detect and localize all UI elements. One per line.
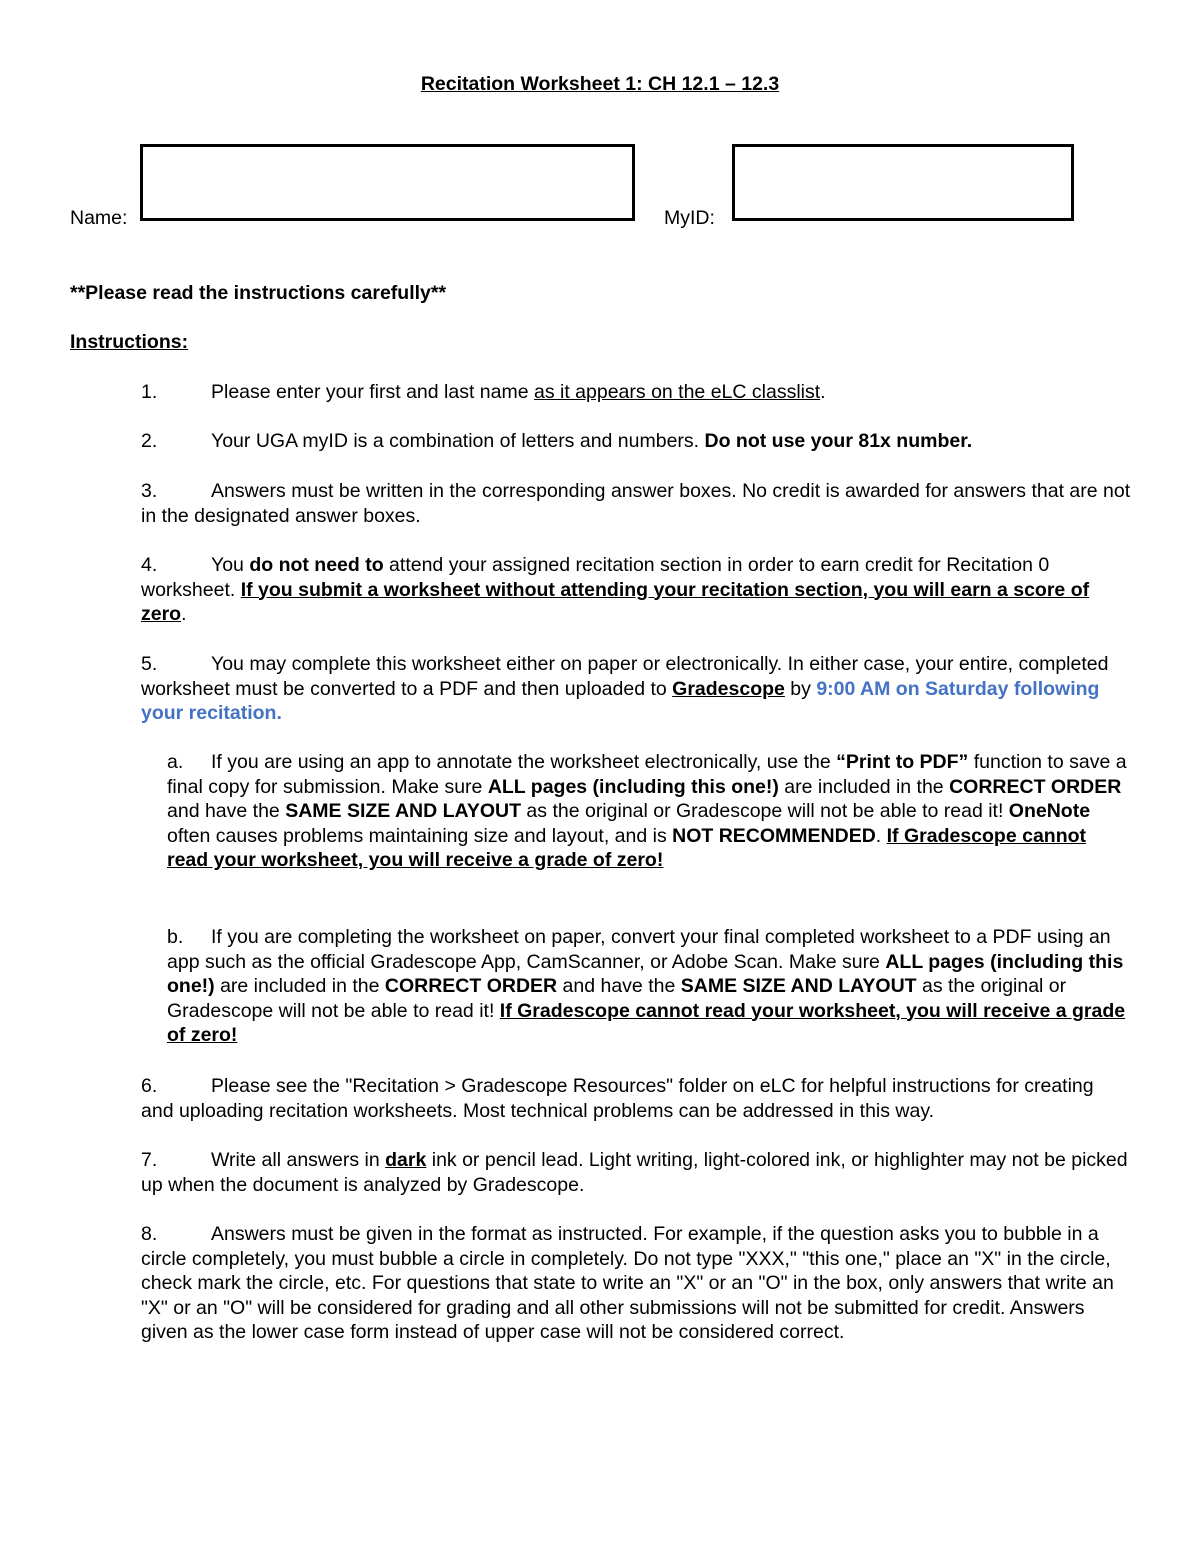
worksheet-title: Recitation Worksheet 1: CH 12.1 – 12.3 [420, 73, 780, 95]
instruction-item-5: 5. You may complete this worksheet either on paper or electronically. In either case, your entire, completed worksheet must be converted to a PDF and then uploaded to Gradescope by 9:00 AM on Saturday following your recitation. [141, 653, 1109, 724]
item-number: 3. [141, 480, 158, 502]
item-number: 4. [141, 554, 158, 576]
instruction-item-6: 6. Please see the "Recitation > Gradescope Resources" folder on eLC for helpful instructions for creating and uploading recitation worksheets. Most technical problems can be addressed in this way. [141, 1075, 1094, 1122]
item-number: 5. [141, 653, 158, 675]
item-number: 8. [141, 1223, 158, 1245]
instruction-item-3: 3. Answers must be written in the corresponding answer boxes. No credit is awarded for answers that are not in the designated answer boxes. [141, 480, 1131, 527]
instruction-item-7: 7. Write all answers in dark ink or pencil lead. Light writing, light-colored ink, or highlighter may not be picked up when the document is analyzed by Gradescope. [141, 1149, 1128, 1196]
instruction-item-5a: a. If you are using an app to annotate the worksheet electronically, use the “Print to PDF” function to save a final copy for submission. Make sure ALL pages (including this one!) are included in the CORRECT ORDER and have the SAME SIZE AND LAYOUT as the original or Gradescope will not be able to read it! OneNote often causes problems maintaining size and layout, and is NOT RECOMMENDED. If Gradescope cannot read your worksheet, you will receive a grade of zero! [167, 751, 1127, 871]
item-number: 6. [141, 1075, 158, 1097]
instruction-item-4: 4. You do not need to attend your assigned recitation section in order to earn credit for Recitation 0 worksheet. If you submit a worksheet without attending your recitation section, you will earn a score of zero. [141, 554, 1090, 625]
name-label: Name: [70, 207, 128, 229]
instructions-heading: Instructions: [70, 331, 189, 353]
item-number: 7. [141, 1149, 158, 1171]
myid-label: MyID: [664, 207, 715, 229]
myid-answer-box[interactable] [732, 144, 1074, 221]
item-number: b. [167, 926, 184, 948]
instruction-item-2: 2. Your UGA myID is a combination of letters and numbers. Do not use your 81x number. [141, 430, 973, 452]
name-answer-box[interactable] [140, 144, 635, 221]
item-number: a. [167, 751, 184, 773]
instruction-item-8: 8. Answers must be given in the format as instructed. For example, if the question asks you to bubble in a circle completely, you must bubble a circle in completely. Do not type "XXX," "this one," place an "X" in the circle, check mark the circle, etc. For questions that state to write an "X" or an "O" in the box, only answers that write an "X" or an "O" will be considered for grading and all other submissions will not be submitted for credit. Answers given as the lower case form instead of upper case will not be considered correct. [141, 1223, 1114, 1343]
item-number: 2. [141, 430, 158, 452]
instruction-item-5b: b. If you are completing the worksheet on paper, convert your final completed worksheet to a PDF using an app such as the official Gradescope App, CamScanner, or Adobe Scan. Make sure ALL pages (including this one!) are included in the CORRECT ORDER and have the SAME SIZE AND LAYOUT as the original or Gradescope will not be able to read it! If Gradescope cannot read your worksheet, you will receive a grade of zero! [167, 926, 1126, 1046]
notice-text: **Please read the instructions carefully** [70, 282, 447, 304]
instruction-item-1: 1. Please enter your first and last name as it appears on the eLC classlist. [141, 381, 826, 403]
item-number: 1. [141, 381, 158, 403]
